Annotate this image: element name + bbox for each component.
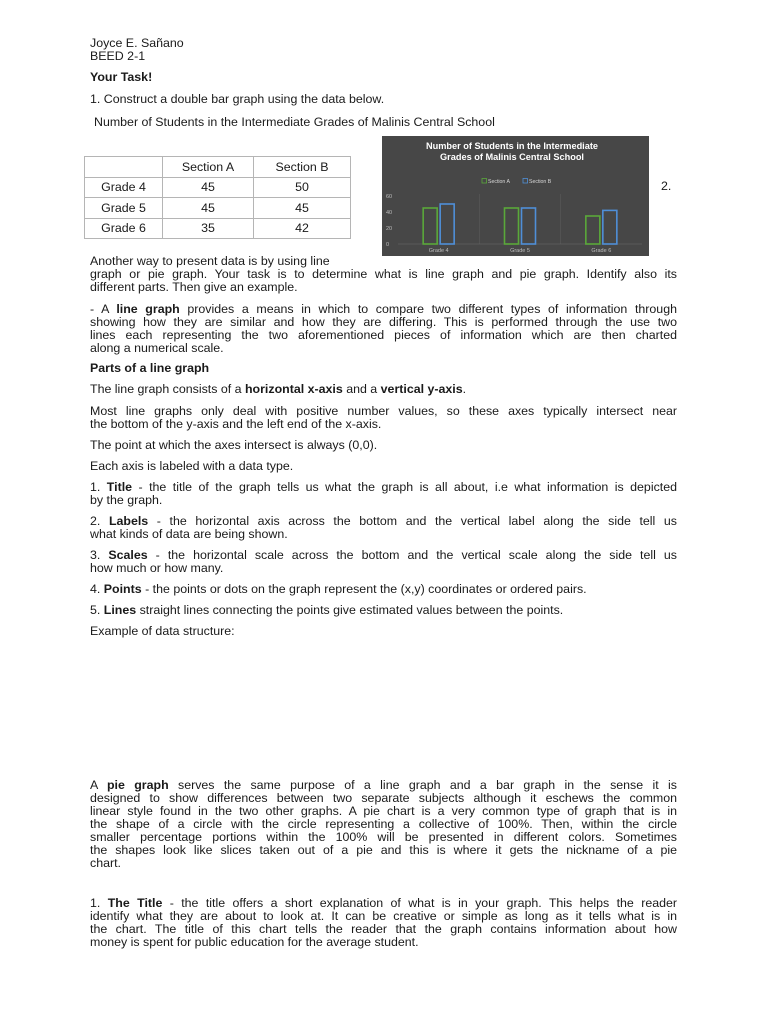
paragraph-line: lines each representing the two aforementioned pieces of information which are then charted [90, 328, 677, 342]
data-table [84, 156, 351, 239]
part-scales: 3. Scales - the horizontal scale across the bottom and the vertical scale along the side tell us [90, 548, 678, 562]
table-row [85, 218, 351, 239]
part-labels: 2. Labels - the horizontal axis across the bottom and the vertical label along the side tell us [90, 514, 677, 528]
table-cell: Grade 5 [85, 198, 163, 219]
table-title: Number of Students in the Intermediate Grades of Malinis Central School [94, 115, 495, 129]
table-cell: 50 [254, 177, 351, 198]
table-cell: 42 [254, 218, 351, 239]
part-points: 4. Points - the points or dots on the graph represent the (x,y) coordinates or ordered pairs. [90, 582, 587, 596]
bar-section-a [586, 216, 600, 244]
intro-line: different parts. Then give an example. [90, 280, 298, 294]
pie-title-definition: 1. The Title - the title offers a short explanation of what is in your graph. This helps the reader [90, 896, 678, 910]
term-line-graph: line graph [116, 302, 180, 316]
chart-title-line-2: Grades of Malinis Central School [440, 152, 584, 162]
bar-section-b [603, 210, 617, 244]
paragraph-line: the shape of a circle with the circle representing a collective of 100%. Then, within the circle [90, 817, 677, 831]
legend-swatch [523, 179, 528, 184]
table-cell: Grade 6 [85, 218, 163, 239]
axis-label-sentence: Each axis is labeled with a data type. [90, 459, 294, 473]
bar-section-b [522, 208, 536, 244]
legend-label: Section A [488, 179, 510, 185]
paragraph-line: showing how they are similar and how they are differing. This is performed through the use two [90, 315, 677, 329]
table-cell: 35 [163, 218, 254, 239]
task-instruction: 1. Construct a double bar graph using the data below. [90, 92, 385, 106]
intro-line: graph or pie graph. Your task is to determine what is line graph and pie graph. Identify also its [90, 267, 677, 281]
table-header-cell: Section B [254, 157, 351, 178]
paragraph-line: money is spent for public education for the average student. [90, 935, 419, 949]
table-row [85, 198, 351, 219]
paragraph-line: smaller percentage portions within the 100% will be presented in different colors. Sometimes [90, 830, 677, 844]
y-tick-label: 20 [386, 226, 393, 232]
table-header-cell [85, 157, 163, 178]
legend-label: Section B [529, 179, 552, 185]
parts-heading: Parts of a line graph [90, 361, 210, 375]
intro-line: Another way to present data is by using line [90, 254, 330, 268]
table-header-row [85, 157, 351, 178]
paragraph-line: Most line graphs only deal with positive number values, so these axes typically intersect near [90, 404, 677, 418]
bar-section-b [440, 204, 454, 244]
part-lines: 5. Lines straight lines connecting the points give estimated values between the points. [90, 603, 564, 617]
paragraph-line: the chart. The title of this chart tells the reader that the graph contains information about how [90, 922, 677, 936]
line-graph-definition: - A line graph provides a means in which to compare two different types of information through [90, 302, 677, 316]
table-header-cell: Section A [163, 157, 254, 178]
legend-swatch [482, 179, 487, 184]
part-labels-cont: what kinds of data are being shown. [90, 527, 288, 541]
intersect-sentence: The point at which the axes intersect is always (0,0). [90, 438, 378, 452]
example-label: Example of data structure: [90, 624, 235, 638]
paragraph-line: identify what they are about to look at. It can be creative or simple as long as it tells what is in [90, 909, 677, 923]
x-tick-label: Grade 4 [428, 248, 449, 254]
paragraph-line: chart. [90, 856, 121, 870]
paragraph-line: linear style found in the two other graphs. A pie chart is a very common type of graph that is in [90, 804, 677, 818]
table-cell: Grade 4 [85, 177, 163, 198]
part-title: 1. Title - the title of the graph tells us what the graph is all about, i.e what information is depicted [90, 480, 677, 494]
bar-section-a [505, 208, 519, 244]
y-tick-label: 0 [386, 242, 390, 248]
bar-section-a [423, 208, 437, 244]
part-scales-cont: how much or how many. [90, 561, 224, 575]
bar-chart-svg [382, 136, 649, 256]
x-tick-label: Grade 5 [510, 248, 530, 254]
axes-sentence: The line graph consists of a horizontal x-axis and a vertical y-axis. [90, 382, 467, 396]
paragraph-line: along a numerical scale. [90, 341, 224, 355]
pie-graph-definition: A pie graph serves the same purpose of a line graph and a bar graph in the sense it is [90, 778, 678, 792]
term-pie-graph: pie graph [106, 778, 169, 792]
table-row [85, 177, 351, 198]
table-cell: 45 [163, 198, 254, 219]
course-label: BEED 2-1 [90, 49, 146, 63]
task-heading: Your Task! [90, 70, 153, 84]
paragraph-line: designed to show differences between two separate subjects although it eschews the common [90, 791, 677, 805]
paragraph-line: the shapes look like slices taken out of a pie and this is where it gets the nickname of a pie [90, 843, 677, 857]
part-title-cont: by the graph. [90, 493, 163, 507]
table-cell: 45 [163, 177, 254, 198]
y-tick-label: 40 [386, 210, 393, 216]
bar-chart [382, 136, 649, 256]
y-tick-label: 60 [386, 194, 393, 200]
author-name: Joyce E. Sañano [90, 36, 184, 50]
chart-title-line-1: Number of Students in the Intermediate [425, 141, 599, 151]
paragraph-line: the bottom of the y-axis and the left end of the x-axis. [90, 417, 382, 431]
table-cell: 45 [254, 198, 351, 219]
item-number-2: 2. [661, 179, 672, 193]
x-tick-label: Grade 6 [591, 248, 612, 254]
